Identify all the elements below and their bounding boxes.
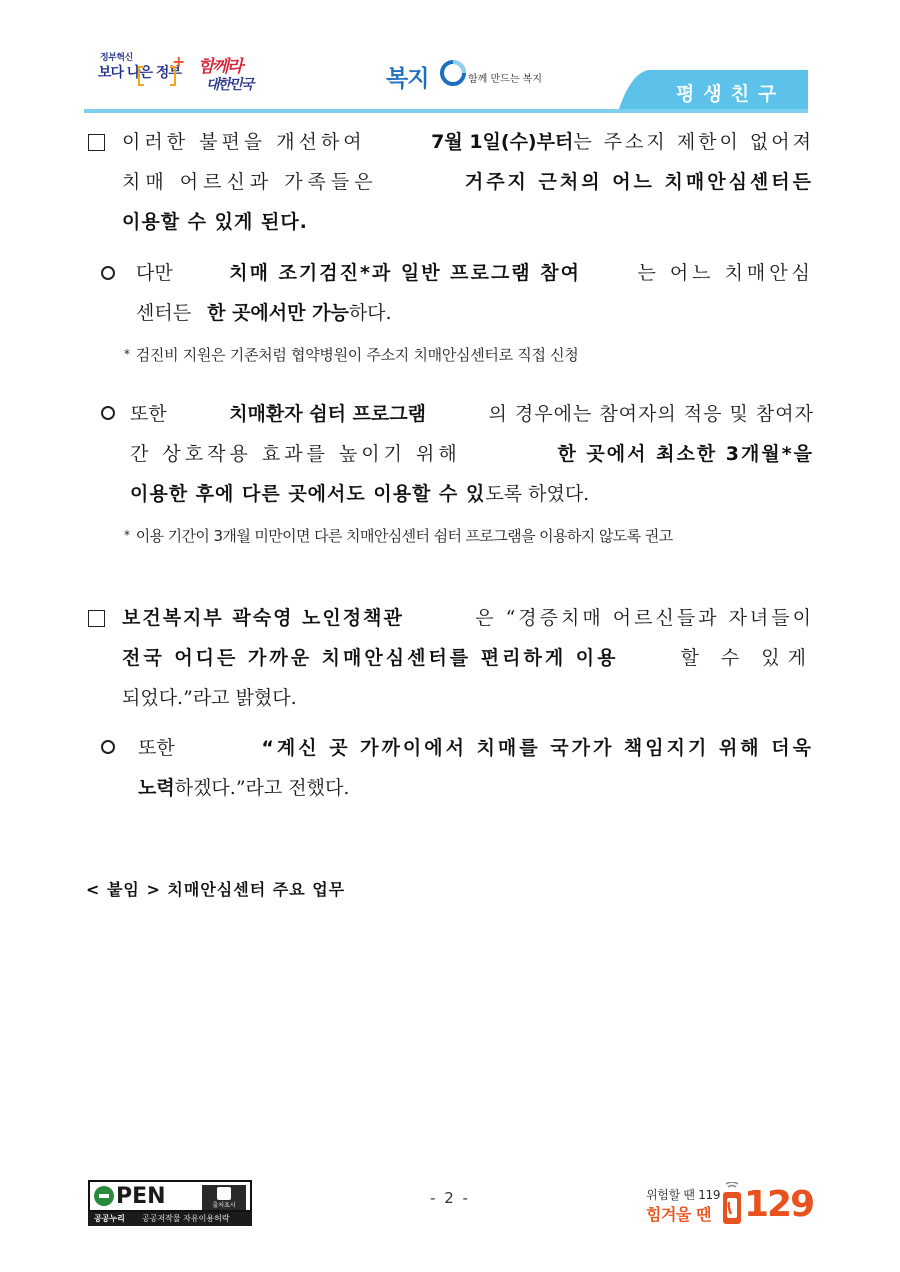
p3-text-l2a: 간 상호작용 효과를 높이기 위해 [130,443,461,465]
hotline-number: 129 [744,1184,814,1225]
p2-text-c: 는 어느 치매안심 [637,262,814,284]
asterisk-icon: * [124,347,130,361]
p1-text-c: 는 주소지 제한이 없어져 [573,131,814,153]
header-divider [84,109,808,113]
p3-bold-l3: 이용한 후에 다른 곳에서도 이용할 수 있 [130,483,486,505]
paragraph-2-line-2 [136,293,814,333]
attachment-heading: < 붙임 > 치매안심센터 주요 업무 [86,880,346,899]
p2-text-l2c: 하다. [348,302,392,324]
circle-bullet-icon [101,740,115,754]
attribution-label: 출처표시 [212,1202,236,1209]
hotline-bottom-text: 힘겨울 땐 [646,1205,711,1224]
p2-bold-l2: 한 곳에서만 가능 [207,302,349,324]
p5-text-l2c: 하겠다.”라고 전했다. [174,777,350,799]
gov-logo-small-text: 정부혁신 [100,53,133,63]
page-header [0,0,900,112]
phone-icon [720,1182,744,1226]
lifetime-friend-banner [618,66,808,112]
square-bullet-icon [88,134,105,151]
p5-text-a: 또한 [138,737,175,759]
paragraph-3-line-1 [130,394,814,434]
p4-text-l3: 되었다.”라고 밝혔다. [122,687,297,709]
p3-text-l3c: 도록 하였다. [485,483,590,505]
p4-bold-l2: 전국 어디든 가까운 치매안심센터를 편리하게 이용 [122,647,619,669]
footnote-1-text: 검진비 지원은 기존처럼 협약병원이 주소지 치매안심센터로 직접 신청 [135,346,579,364]
p5-bold-a: “계신 곳 가까이에서 치매를 국가가 책임지기 위해 더욱 [261,737,814,759]
paragraph-3-line-3 [130,474,814,514]
circle-bullet-icon [101,266,115,280]
hotline-129-logo [644,1176,814,1230]
paragraph-4-line-3 [122,678,814,718]
paragraph-1-line-1 [122,122,814,162]
paragraph-2 [136,253,814,333]
footnote-2 [124,525,672,546]
gov-logo-bracket-left [138,66,144,86]
gov-logo-main-text: 보다 나은 정부 [98,65,181,81]
p1-bold-l2: 거주지 근처의 어느 치매안심센터든 [464,171,814,193]
p1-bold-date: 7월 1일(수)부터 [431,131,574,153]
paragraph-4-line-1 [122,598,814,638]
kogl-name: 공공누리 [94,1214,125,1223]
open-word-rest: PEN [116,1184,166,1209]
gov-innovation-logo [98,50,186,96]
paragraph-3 [130,394,814,514]
p1-bold-l3: 이용할 수 있게 된다. [122,211,308,233]
bokji-brand-text: 복지 [386,66,429,92]
slogan-line-2: 대한민국 [206,77,253,93]
paragraph-1-line-2 [122,162,814,202]
p3-text-c: 의 경우에는 참여자의 적응 및 참여자 [488,403,814,425]
paragraph-2-line-1 [136,253,814,293]
bokji-tagline: 함께 만드는 복지 [468,74,542,85]
square-bullet-icon [88,610,105,627]
banner-text: 평생친구 [676,83,786,105]
p3-bold-l2: 한 곳에서 최소한 3개월*을 [557,443,814,465]
p3-bold-a: 치매환자 쉼터 프로그램 [229,403,426,425]
p2-text-a: 다만 [136,262,173,284]
open-badge-bottom [88,1212,252,1226]
p4-bold-a: 보건복지부 곽숙영 노인정책관 [122,607,404,629]
p1-text-l2a: 치매 어르신과 가족들은 [122,171,378,193]
p5-bold-l2: 노력 [138,777,175,799]
footnote-2-text: 이용 기간이 3개월 미만이면 다른 치매안심센터 쉼터 프로그램을 이용하지 않도록 권고 [135,527,673,545]
circle-bullet-icon [101,406,115,420]
asterisk-icon: * [124,528,130,542]
p3-text-a: 또한 [130,403,167,425]
kogl-desc: 공공저작물 자유이용허락 [142,1214,230,1223]
paragraph-3-line-2 [130,434,814,474]
paragraph-1 [122,122,814,242]
paragraph-5-line-2 [138,768,814,808]
p4-text-l2c: 할 수 있게 [680,647,814,669]
paragraph-5-line-1 [138,728,814,768]
p2-text-l2a: 센터든 [136,302,192,324]
footnote-1 [124,344,579,365]
paragraph-5 [138,728,814,808]
p2-bold-a: 치매 조기검진*과 일반 프로그램 참여 [229,262,581,284]
paragraph-1-line-3 [122,202,814,242]
bokji-circle-icon [440,60,466,86]
paragraph-4 [122,598,814,718]
paragraph-4-line-2 [122,638,814,678]
p1-text-a: 이러한 불편을 개선하여 [122,131,366,153]
p4-text-c: 은 “경증치매 어르신들과 자녀들이 [475,607,814,629]
gov-logo-plus-icon: + [172,52,186,71]
bokji-logo [386,58,546,94]
hotline-top-text: 위험할 땐 119 [646,1188,721,1202]
slogan-logo [192,52,272,98]
page-number: - 2 - [430,1189,470,1207]
slogan-line-1: 함께라 [198,57,242,77]
